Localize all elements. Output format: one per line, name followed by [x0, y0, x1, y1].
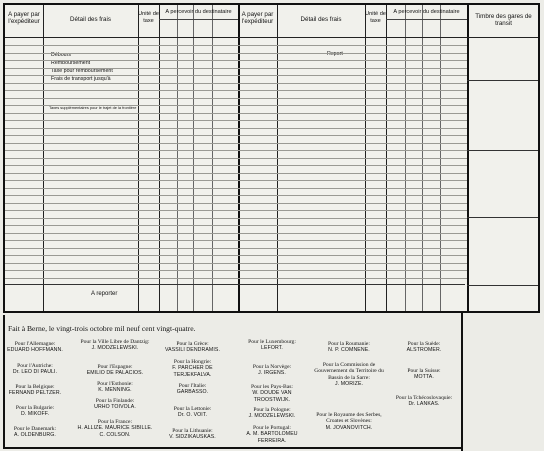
ruled-line — [5, 233, 238, 234]
ruled-line — [5, 255, 238, 256]
header-detail: Détail des frais — [70, 16, 111, 23]
signature-grece: Pour la Grèce: VASSILI DENDRAMIS. — [164, 341, 221, 354]
signature-espagne: Pour l'Espagne: EMILIO DE PALACIOS. — [86, 364, 144, 377]
ruled-line — [238, 143, 467, 144]
signature-autriche: Pour l'Autriche: Dr. LEO DI PAULI. — [12, 363, 58, 376]
signature-pologne: Pour la Pologne: J. MODZELEWSKI. — [248, 407, 296, 420]
col-divider — [467, 5, 469, 311]
label-debours: Débours — [51, 52, 72, 58]
header-timbre: Timbre des gares de transit — [475, 13, 532, 27]
ruled-line — [238, 45, 467, 46]
signature-hongrie: Pour la Hongrie: F. PARCHER DE TERJEKFALVA. — [172, 359, 213, 378]
ruled-line — [238, 255, 467, 256]
header-a-payer-2: A payer par l'expéditeur — [241, 11, 274, 25]
ruled-line — [5, 83, 238, 84]
signature-lettonie: Pour la Lettonie: Dr. O. VOIT. — [173, 406, 212, 419]
ruled-line — [238, 68, 467, 69]
ruled-line — [238, 210, 467, 211]
timbre-divider — [467, 80, 538, 81]
signature-norvege: Pour la Norvège: J. IRGENS. — [252, 364, 292, 377]
ruled-line — [238, 278, 467, 279]
header-a-payer: A payer par l'expéditeur — [8, 11, 40, 25]
header-unite: Unité de taxe — [138, 11, 159, 24]
ruled-line — [5, 278, 238, 279]
total-divider — [5, 284, 465, 285]
ruled-line — [238, 218, 467, 219]
timbre-divider — [467, 217, 538, 218]
fait-a-berne: Fait à Berne, le vingt-trois octobre mil neuf cent vingt-quatre. — [8, 324, 196, 333]
signature-dantzig: Pour la Ville Libre de Dantzig: J. MODZELEWSKI. — [80, 339, 150, 352]
ruled-line — [238, 240, 467, 241]
signature-box — [3, 315, 463, 449]
signature-suede: Pour la Suède: ALSTROMER. — [406, 341, 442, 354]
ruled-line — [5, 113, 238, 114]
header-a-percevoir-2: A percevoir du destinataire — [393, 9, 460, 15]
label-frais: Frais de transport jusqu'à — [51, 76, 111, 82]
signature-esthonie: Pour l'Esthonie: K. MENNING. — [97, 381, 133, 394]
signature-finlande: Pour la Finlande: URHO TOIVOLA. — [94, 398, 136, 411]
ruled-line — [238, 120, 467, 121]
charges-form-table — [3, 3, 540, 313]
signature-luxembourg: Pour le Luxembourg: LEFORT. — [248, 339, 296, 352]
signature-margin — [461, 313, 541, 451]
ruled-line — [238, 263, 467, 264]
ruled-line — [5, 173, 238, 174]
header-unite-2: Unité de taxe — [365, 11, 386, 24]
ruled-line — [238, 53, 467, 54]
signature-portugal: Pour le Portugal: A. M. BARTOLOMEU FERREIRA. — [246, 425, 298, 444]
ruled-line — [5, 248, 238, 249]
ruled-line — [238, 195, 467, 196]
timbre-divider — [467, 150, 538, 151]
ruled-line — [238, 90, 467, 91]
ruled-line — [238, 270, 467, 271]
signature-italie: Pour l'Italie: GARBASSO. — [176, 383, 209, 396]
ruled-line — [5, 60, 238, 61]
ruled-line — [5, 165, 238, 166]
ruled-line — [5, 218, 238, 219]
ruled-line — [5, 120, 238, 121]
ruled-line — [238, 135, 467, 136]
ruled-line — [238, 203, 467, 204]
ruled-line — [5, 225, 238, 226]
ruled-line — [5, 210, 238, 211]
signature-sarre: Pour la Commission de Gouvernement du Territoire du Bassin de la Sarre: J. MORIZE. — [314, 362, 384, 388]
ruled-line — [5, 240, 238, 241]
ruled-line — [5, 150, 238, 151]
signature-allemagne: Pour l'Allemagne: EDUARD HOFFMANN. — [7, 341, 63, 354]
ruled-line — [238, 150, 467, 151]
signature-tchecoslovaquie: Pour la Tchécoslovaquie: Dr. LANKAS. — [395, 395, 453, 408]
ruled-line — [5, 143, 238, 144]
ruled-line — [238, 158, 467, 159]
ruled-line — [5, 188, 238, 189]
ruled-line — [5, 158, 238, 159]
label-report: Report — [327, 51, 343, 57]
ruled-line — [5, 135, 238, 136]
label-taxe: Taxe pour remboursement — [51, 68, 113, 74]
signature-france: Pour la France: H. ALLIZE. MAURICE SIBILLE. C. COLSON. — [77, 419, 153, 438]
signature-lithuanie: Pour la Lithuanie: V. SIDZIKAUSKAS. — [169, 428, 216, 441]
ruled-line — [5, 270, 238, 271]
ruled-line — [5, 45, 238, 46]
ruled-line — [238, 188, 467, 189]
ruled-line — [5, 203, 238, 204]
label-a-reporter: A reporter — [91, 291, 118, 297]
header-a-percevoir: A percevoir du destinataire — [165, 9, 232, 15]
ruled-line — [238, 225, 467, 226]
ruled-line — [5, 68, 238, 69]
ruled-line — [238, 248, 467, 249]
ruled-line — [5, 53, 238, 54]
ruled-line — [238, 165, 467, 166]
ruled-line — [238, 98, 467, 99]
ruled-line — [5, 263, 238, 264]
signature-suisse: Pour la Suisse: MOTTA. — [407, 368, 441, 381]
ruled-line — [238, 180, 467, 181]
ruled-line — [5, 98, 238, 99]
ruled-line — [5, 105, 238, 106]
signature-roumanie: Pour la Roumanie: N. P. COMNENE. — [328, 341, 370, 354]
ruled-line — [238, 173, 467, 174]
signature-pays-bas: Pour les Pays-Bas: W. DOUDE VAN TROOSTWIJK. — [251, 384, 293, 403]
signature-serbes: Pour le Royaume des Serbes, Croates et Slovènes: M. JOVANOVITCH. — [316, 412, 382, 431]
ruled-line — [5, 195, 238, 196]
ruled-line — [238, 60, 467, 61]
label-remboursement: Remboursement — [51, 60, 91, 66]
ruled-line — [238, 105, 467, 106]
label-taxes-supp: Taxes supplémentaires pour le trajet de la frontière — [49, 105, 137, 110]
ruled-line — [5, 180, 238, 181]
signature-belgique: Pour la Belgique: FERNAND PELTZER. — [8, 384, 62, 397]
signature-bulgarie: Pour la Bulgarie: D. MIKOFF. — [15, 405, 55, 418]
ruled-line — [238, 113, 467, 114]
ruled-line — [238, 83, 467, 84]
header-detail-2: Détail des frais — [300, 16, 342, 23]
timbre-divider — [467, 285, 538, 286]
ruled-line — [238, 75, 467, 76]
ruled-line — [5, 128, 238, 129]
ruled-line — [238, 233, 467, 234]
signature-danemark: Pour le Danemark: A. OLDENBURG. — [13, 426, 57, 439]
ruled-line — [5, 75, 238, 76]
ruled-line — [238, 128, 467, 129]
ruled-line — [5, 90, 238, 91]
